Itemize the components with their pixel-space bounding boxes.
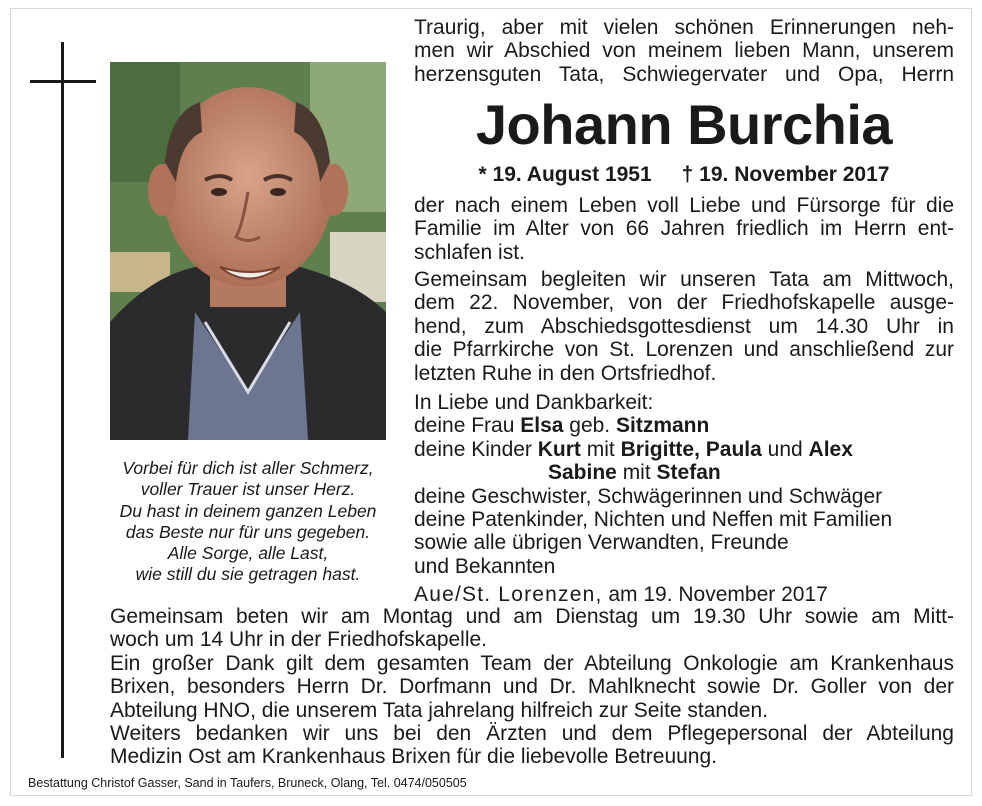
poem-line: voller Trauer ist unser Herz. <box>140 479 356 500</box>
poem-line: Vorbei für dich ist aller Schmerz, <box>122 458 374 478</box>
mourners-heading: In Liebe und Dankbarkeit: <box>414 391 654 414</box>
mourner-children: deine Kinder Kurt mit Brigitte, Paula und Alex <box>414 437 853 461</box>
death-date: † 19. November 2017 <box>681 163 890 186</box>
funeral-paragraph: Gemeinsam begleiten wir unseren Tata am Mittwoch, dem 22. November, von der Friedhofskapelle ausge- hend, zum Abschiedsgottesdienst um 14.30 Uhr in die Pfarrkirche von St. Lorenzen und anschließend zur letzten Ruhe in den Ortsfriedhof. <box>414 268 954 385</box>
mourner-children-2: Sabine mit Stefan <box>548 461 721 485</box>
closing-text: Gemeinsam beten wir am Montag und am Dienstag um 19.30 Uhr sowie am Mitt- woch um 14 Uhr in der Friedhofskapelle. Ein großer Dank gilt dem gesamten Team der Abteilung Onkologie am Krankenhaus Brixen, besonders Herrn Dr. Dorfmann und Dr. Mahlknecht sowie Dr. Goller von der Abteilung HNO, die unserem Tata jahrelang hilfreich zur Seite standen. Weiters bedanken wir uns bei den Ärzten und dem Pflegepersonal der Abteilung Medizin Ost am Krankenhaus Brixen für die liebevolle Betreuung. <box>110 605 954 769</box>
poem-line: Alle Sorge, alle Last, <box>167 543 329 564</box>
mourner-relatives: sowie alle übrigen Verwandten, Freunde <box>414 531 789 555</box>
mourner-godchildren: deine Patenkinder, Nichten und Neffen mit Familien <box>414 508 893 532</box>
mourner-wife: deine Frau Elsa geb. Sitzmann <box>414 414 710 438</box>
mourner-acquaintances: und Bekannten <box>414 554 556 578</box>
portrait-photo <box>110 62 386 440</box>
place-location: Aue/St. Lorenzen, <box>414 583 603 606</box>
mourner-siblings: deine Geschwister, Schwägerinnen und Schwäger <box>414 484 883 508</box>
deceased-name: Johann Burchia <box>475 93 893 156</box>
life-paragraph: der nach einem Leben voll Liebe und Fürsorge für die Familie im Alter von 66 Jahren friedlich im Herrn ent- schlafen ist. <box>414 194 954 264</box>
place-date <box>414 583 954 606</box>
poem-line: wie still du sie getragen hast. <box>135 564 361 585</box>
mourners-list <box>414 391 954 578</box>
place-date-text: am 19. November 2017 <box>602 583 828 606</box>
birth-date: * 19. August 1951 <box>478 163 652 186</box>
poem-line: das Beste nur für uns gegeben. <box>125 521 371 542</box>
memorial-poem <box>100 458 396 586</box>
poem-line: Du hast in deinem ganzen Leben <box>119 500 377 521</box>
life-dates <box>414 163 954 187</box>
intro-text: Traurig, aber mit vielen schönen Erinnerungen neh- men wir Abschied von meinem lieben Mann, unserem herzensguten Tata, Schwiegervater und Opa, Herrn <box>414 16 954 86</box>
funeral-home-footer: Bestattung Christof Gasser, Sand in Taufers, Bruneck, Olang, Tel. 0474/050505 <box>28 776 467 790</box>
